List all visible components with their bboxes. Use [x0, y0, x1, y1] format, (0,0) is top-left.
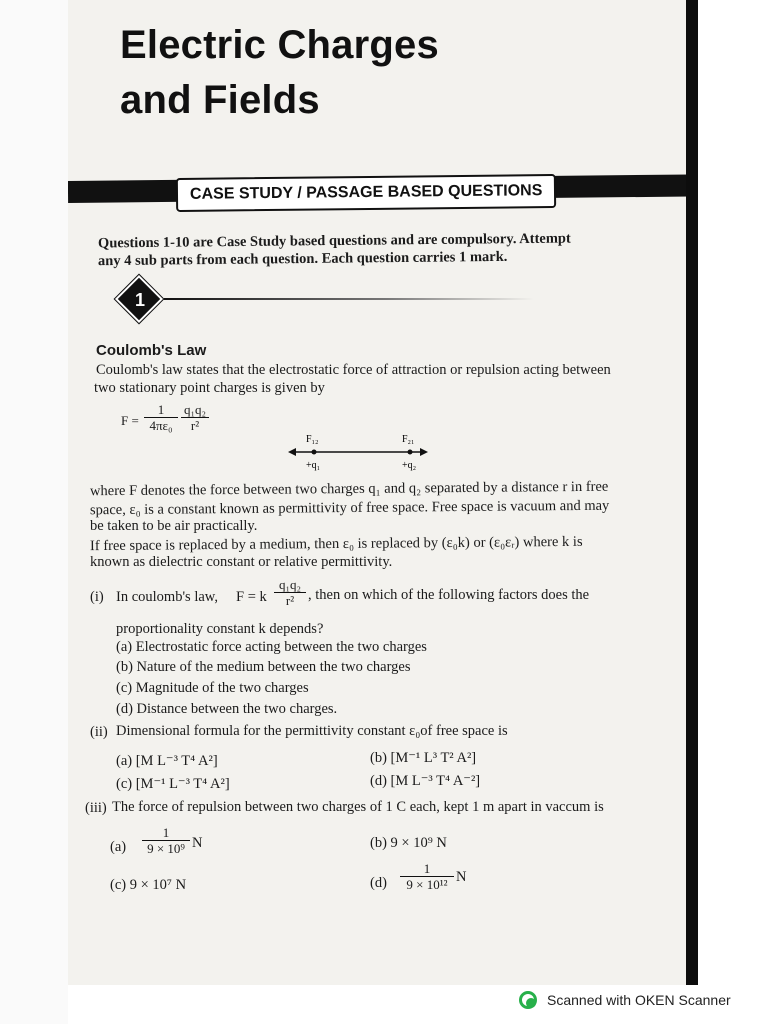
instructions-line-2: any 4 sub parts from each question. Each question carries 1 mark.: [97, 248, 508, 270]
q2-option-b: (b) [M⁻¹ L³ T² A²]: [370, 750, 477, 766]
q2-label: +q₂: [402, 460, 417, 471]
passage-line-1: where F denotes the force between two charges q₁ and q₂ separated by a distance r in free: [89, 478, 609, 500]
q2-option-c: (c) [M⁻¹ L⁻³ T⁴ A²]: [116, 776, 230, 792]
q3-option-d-label: (d): [370, 875, 387, 891]
page-edge-shadow: [686, 0, 698, 985]
charge-dot-2: [408, 450, 413, 455]
q1-option-c: (c) Magnitude of the two charges: [116, 680, 309, 696]
title-line-1: Electric Charges: [120, 23, 439, 67]
q1-formula-fraction: [274, 578, 306, 608]
q3-option-b: (b) 9 × 10⁹ N: [370, 835, 447, 851]
q2-option-a: (a) [M L⁻³ T⁴ A²]: [116, 753, 218, 769]
q1-text-end: , then on which of the following factors does the: [308, 587, 590, 603]
charge-dot-1: [312, 450, 317, 455]
coef-numerator: 1: [157, 402, 165, 417]
q1-label: +q₁: [306, 460, 321, 471]
q1-option-d: (d) Distance between the two charges.: [116, 701, 338, 717]
passage-line-5: known as dielectric constant or relative permittivity.: [90, 554, 393, 570]
arrow-left: [288, 448, 296, 456]
q3-option-a-denominator: 9 × 10⁹: [142, 840, 190, 856]
q1-option-b: (b) Nature of the medium between the two charges: [116, 659, 411, 675]
section-band: [68, 174, 690, 216]
scan-margin-left: [0, 0, 68, 1024]
q3-option-d-fraction: [400, 862, 454, 892]
scan-margin-right: [698, 0, 768, 1024]
q1-text-start: In coulomb's law,: [116, 589, 218, 605]
q3-option-c: (c) 9 × 10⁷ N: [110, 877, 187, 893]
q2-number: (ii): [90, 724, 108, 740]
intro-line-1: Coulomb's law states that the electrostatic force of attraction or repulsion acting between: [96, 362, 611, 378]
scanner-logo-icon: [519, 991, 537, 1009]
q3-text: The force of repulsion between two charges of 1 C each, kept 1 m apart in vaccum is: [112, 799, 604, 815]
instructions-line-1: Questions 1-10 are Case Study based questions and are compulsory. Attempt: [97, 230, 571, 252]
q1-formula-denominator: r²: [274, 592, 306, 608]
q2-option-d: (d) [M L⁻³ T⁴ A⁻²]: [370, 773, 481, 789]
q1-formula-lhs: F = k: [236, 589, 267, 605]
q3-option-a-unit: N: [192, 835, 203, 851]
f21-label: F₂₁: [402, 434, 415, 445]
book-page: [68, 0, 698, 985]
scanner-text: Scanned with OKEN Scanner: [547, 992, 731, 1008]
question-number: 1: [134, 290, 145, 310]
question-number-badge: [120, 280, 160, 320]
scanner-logo-dot: [526, 998, 536, 1008]
q3-option-d-numerator: 1: [423, 861, 431, 876]
chapter-title: [120, 18, 439, 128]
charge-numerator: q₁q₂: [183, 402, 207, 417]
q1-number: (i): [90, 589, 104, 605]
q3-option-d-denominator: 9 × 10¹²: [400, 876, 454, 892]
scanner-watermark: [519, 991, 764, 1011]
q3-option-a-fraction: [142, 826, 190, 856]
q1-option-a: (a) Electrostatic force acting between the two charges: [116, 639, 427, 655]
intro-line-2: two stationary point charges is given by: [94, 380, 325, 396]
topic-heading: Coulomb's Law: [96, 342, 207, 359]
passage-line-4: If free space is replaced by a medium, then ε₀ is replaced by (ε₀k) or (ε₀εᵣ) where k is: [89, 533, 583, 555]
formula-lhs: F =: [121, 413, 139, 428]
q3-option-a-label: (a): [110, 839, 127, 855]
charge-denominator: r²: [181, 417, 209, 433]
q2-text: Dimensional formula for the permittivity constant ε₀of free space is: [116, 723, 508, 739]
coef-denominator: 4πε₀: [144, 417, 178, 433]
q3-option-d-unit: N: [456, 869, 467, 885]
q3-number: (iii): [85, 800, 107, 816]
passage-line-2: space, ε₀ is a constant known as permittivity of free space. Free space is vacuum and may: [89, 497, 610, 519]
formula-charge-term: [181, 403, 209, 433]
section-rule: [164, 298, 534, 300]
q1-formula-numerator: q₁q₂: [278, 577, 302, 592]
q3-option-a-numerator: 1: [162, 825, 170, 840]
force-diagram: [288, 428, 428, 472]
f12-label: F₁₂: [306, 434, 319, 445]
title-line-2: and Fields: [120, 78, 320, 122]
section-label: CASE STUDY / PASSAGE BASED QUESTIONS: [176, 174, 557, 212]
formula-coefficient: [144, 403, 178, 433]
q1-text-continued: proportionality constant k depends?: [116, 621, 324, 637]
arrow-right: [420, 448, 428, 456]
passage-line-3: be taken to be air practically.: [90, 518, 258, 534]
